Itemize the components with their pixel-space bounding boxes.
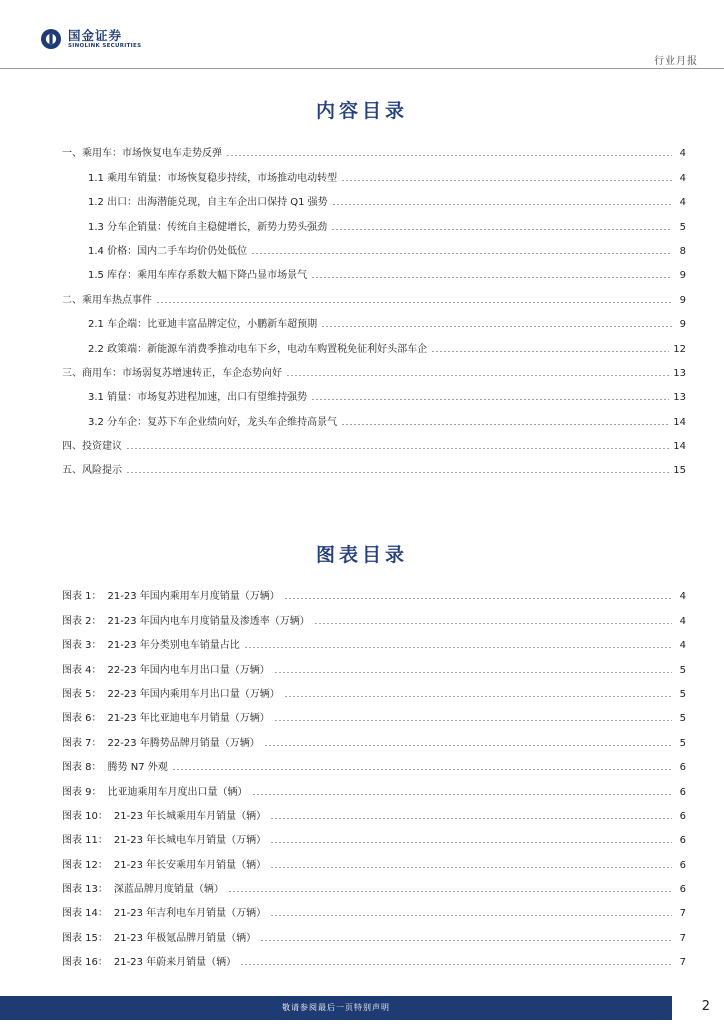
figure-entry-label: 图表 9： xyxy=(62,786,102,798)
figure-entry-title: 21-23 年国内电车月度销量及渗透率（万辆） xyxy=(107,615,310,627)
toc-entry[interactable] xyxy=(62,330,686,354)
figure-entry[interactable] xyxy=(62,627,686,651)
toc-entry[interactable] xyxy=(62,403,686,427)
dot-leader xyxy=(274,672,672,673)
figure-entry-page: 6 xyxy=(679,835,686,847)
toc-entry-title: 一、乘用车：市场恢复电车走势反弹 xyxy=(62,148,222,160)
figure-entry-text xyxy=(62,831,266,846)
figure-entry-title: 腾势 N7 外观 xyxy=(107,762,168,774)
figure-entry-text xyxy=(62,734,260,749)
figure-entry-page: 6 xyxy=(679,786,686,798)
toc-entry-title: 五、风险提示 xyxy=(62,465,122,477)
toc-list xyxy=(62,135,686,476)
figure-entry-title: 21-23 年比亚迪电车月销量（万辆） xyxy=(107,713,270,725)
dot-leader xyxy=(341,180,672,181)
dot-leader xyxy=(331,229,672,230)
toc-entry[interactable] xyxy=(62,452,686,476)
figure-entry[interactable] xyxy=(62,871,686,895)
toc-entry-title: 3.2 分车企：复苏下车企业绩向好，龙头车企维持高景气 xyxy=(88,416,338,428)
figure-entry-title: 21-23 年长安乘用车月销量（辆） xyxy=(113,859,267,871)
toc-entry-page: 4 xyxy=(679,148,686,160)
figure-entry-text xyxy=(62,953,236,968)
figures-title: 图表目录 xyxy=(315,544,408,566)
dot-leader xyxy=(264,745,672,746)
sinolink-logo-icon xyxy=(40,28,62,50)
dot-leader xyxy=(274,720,672,721)
toc-entry[interactable] xyxy=(62,257,686,281)
dot-leader xyxy=(311,277,672,278)
toc-entry[interactable] xyxy=(62,184,686,208)
toc-entry-page: 13 xyxy=(673,367,686,379)
figure-entry-title: 深蓝品牌月度销量（辆） xyxy=(113,884,224,896)
figure-list xyxy=(62,578,686,968)
toc-entry-page: 14 xyxy=(673,416,686,428)
figure-entry-label: 图表 8： xyxy=(62,762,102,774)
dot-leader xyxy=(341,424,669,425)
figure-entry-title: 21-23 年国内乘用车月度销量（万辆） xyxy=(107,591,280,603)
toc-entry-title: 2.1 车企端：比亚迪丰富品牌定位，小鹏新车超预期 xyxy=(88,319,318,331)
toc-entry[interactable] xyxy=(62,281,686,305)
toc-entry-page: 14 xyxy=(673,441,686,453)
report-type-label: 行业月报 xyxy=(654,56,698,67)
dot-leader xyxy=(431,351,669,352)
company-logo xyxy=(40,28,141,50)
figure-entry-label: 图表 15： xyxy=(62,932,108,944)
toc-entry[interactable] xyxy=(62,379,686,403)
figure-entry[interactable] xyxy=(62,651,686,675)
toc-entry-title: 1.4 价格：国内二手车均价仍处低位 xyxy=(88,245,248,257)
figure-entry-title: 21-23 年长城电车月销量（万辆） xyxy=(113,835,267,847)
dot-leader xyxy=(252,794,672,795)
figure-entry-label: 图表 2： xyxy=(62,615,102,627)
figure-entry-title: 21-23 年长城乘用车月销量（辆） xyxy=(113,810,267,822)
dot-leader xyxy=(311,399,669,400)
toc-entry-text xyxy=(62,437,122,452)
figure-entry-text xyxy=(62,783,248,798)
figure-entry-text xyxy=(62,587,280,602)
figure-entry-label: 图表 7： xyxy=(62,737,102,749)
figure-entry-title: 22-23 年腾势品牌月销量（万辆） xyxy=(107,737,260,749)
figure-entry-page: 4 xyxy=(679,591,686,603)
logo-chinese-name: 国金证券 xyxy=(68,27,123,43)
figure-entry-label: 图表 3： xyxy=(62,640,102,652)
toc-entry-page: 5 xyxy=(679,221,686,233)
figure-entry[interactable] xyxy=(62,578,686,602)
toc-entry-text xyxy=(88,169,337,184)
dot-leader xyxy=(284,598,672,599)
figure-entry-label: 图表 4： xyxy=(62,664,102,676)
figure-entry-text xyxy=(62,709,270,724)
figure-entry[interactable] xyxy=(62,944,686,968)
figure-entry-label: 图表 1： xyxy=(62,591,102,603)
toc-entry-page: 9 xyxy=(679,319,686,331)
dot-leader xyxy=(270,842,672,843)
figure-entry-text xyxy=(62,807,266,822)
figure-entry[interactable] xyxy=(62,846,686,870)
toc-entry-page: 9 xyxy=(679,270,686,282)
figure-entry-page: 4 xyxy=(679,615,686,627)
toc-entry-page: 13 xyxy=(673,392,686,404)
toc-entry-text xyxy=(88,218,327,233)
figure-entry-text xyxy=(62,685,280,700)
dot-leader xyxy=(226,155,672,156)
figure-entry-page: 7 xyxy=(679,908,686,920)
toc-entry-text xyxy=(88,340,427,355)
toc-entry-title: 二、乘用车热点事件 xyxy=(62,294,152,306)
toc-entry-text xyxy=(88,413,337,428)
toc-entry[interactable] xyxy=(62,355,686,379)
dot-leader xyxy=(270,867,672,868)
figure-entry-page: 6 xyxy=(679,810,686,822)
figure-entry-title: 21-23 年分类别电车销量占比 xyxy=(107,640,240,652)
figure-entry[interactable] xyxy=(62,895,686,919)
figure-entry-page: 7 xyxy=(679,957,686,969)
figure-entry-page: 6 xyxy=(679,859,686,871)
toc-entry-page: 4 xyxy=(679,197,686,209)
toc-entry-title: 1.2 出口：出海潜能兑现，自主车企出口保持 Q1 强势 xyxy=(88,197,328,209)
figure-entry-text xyxy=(62,636,240,651)
dot-leader xyxy=(228,891,672,892)
toc-entry[interactable] xyxy=(62,428,686,452)
figure-entry-title: 22-23 年国内乘用车月出口量（万辆） xyxy=(107,688,280,700)
dot-leader xyxy=(270,818,672,819)
dot-leader xyxy=(332,204,672,205)
footer-disclaimer: 敬请参阅最后一页特别声明 xyxy=(282,1003,390,1012)
figure-entry[interactable] xyxy=(62,749,686,773)
figure-entry-page: 5 xyxy=(679,688,686,700)
figure-entry-title: 21-23 年吉利电车月销量（万辆） xyxy=(113,908,267,920)
figure-entry[interactable] xyxy=(62,700,686,724)
toc-entry[interactable] xyxy=(62,306,686,330)
page-number: 2 xyxy=(701,999,710,1014)
toc-entry[interactable] xyxy=(62,233,686,257)
toc-entry-page: 4 xyxy=(679,172,686,184)
figure-entry-page: 6 xyxy=(679,762,686,774)
figure-entry-title: 22-23 年国内电车月出口量（万辆） xyxy=(107,664,270,676)
dot-leader xyxy=(260,940,672,941)
page-header xyxy=(0,0,724,70)
dot-leader xyxy=(126,472,669,473)
toc-entry-title: 1.3 分车企销量：传统自主稳健增长，新势力势头强劲 xyxy=(88,221,328,233)
figure-entry-text xyxy=(62,904,266,919)
toc-entry-text xyxy=(88,388,307,403)
toc-entry-text xyxy=(88,315,317,330)
dot-leader xyxy=(240,964,672,965)
figure-entry-text xyxy=(62,612,310,627)
figure-entry-text xyxy=(62,880,224,895)
figure-entry-title: 21-23 年极氪品牌月销量（辆） xyxy=(113,932,257,944)
dot-leader xyxy=(126,448,669,449)
figure-entry-label: 图表 10： xyxy=(62,810,108,822)
figure-entry-title: 比亚迪乘用车月度出口量（辆） xyxy=(107,786,248,798)
header-divider xyxy=(0,68,724,69)
figure-entry-page: 6 xyxy=(679,884,686,896)
toc-entry-text xyxy=(88,193,328,208)
figure-entry[interactable] xyxy=(62,676,686,700)
toc-title: 内容目录 xyxy=(315,100,408,122)
dot-leader xyxy=(270,915,672,916)
toc-entry-text xyxy=(62,144,222,159)
figure-entry-label: 图表 16： xyxy=(62,957,108,969)
toc-entry-text xyxy=(88,266,307,281)
figure-entry[interactable] xyxy=(62,798,686,822)
figure-entry-page: 5 xyxy=(679,713,686,725)
toc-entry-text xyxy=(88,242,247,257)
toc-entry-title: 三、商用车：市场弱复苏增速转正，车企态势向好 xyxy=(62,367,282,379)
figure-entry-label: 图表 12： xyxy=(62,859,108,871)
toc-entry-page: 9 xyxy=(679,294,686,306)
dot-leader xyxy=(244,647,672,648)
dot-leader xyxy=(286,375,669,376)
dot-leader xyxy=(156,302,672,303)
dot-leader xyxy=(172,769,672,770)
toc-entry-page: 12 xyxy=(673,343,686,355)
toc-entry-title: 1.1 乘用车销量：市场恢复稳步持续，市场推动电动转型 xyxy=(88,172,338,184)
toc-entry-title: 四、投资建议 xyxy=(62,441,122,453)
toc-entry-page: 15 xyxy=(673,465,686,477)
toc-entry[interactable] xyxy=(62,159,686,183)
toc-entry-title: 2.2 政策端：新能源车消费季推动电车下乡，电动车购置税免征利好头部车企 xyxy=(88,343,428,355)
figure-entry-page: 4 xyxy=(679,640,686,652)
figure-entry-title: 21-23 年蔚来月销量（辆） xyxy=(113,957,237,969)
figure-entry-label: 图表 11： xyxy=(62,835,108,847)
figure-entry-page: 7 xyxy=(679,932,686,944)
dot-leader xyxy=(284,696,672,697)
figure-entry-label: 图表 6： xyxy=(62,713,102,725)
figure-entry-page: 5 xyxy=(679,737,686,749)
dot-leader xyxy=(321,326,672,327)
figure-entry[interactable] xyxy=(62,602,686,626)
figure-entry-label: 图表 5： xyxy=(62,688,102,700)
toc-entry[interactable] xyxy=(62,208,686,232)
figure-entry-page: 5 xyxy=(679,664,686,676)
dot-leader xyxy=(314,623,672,624)
logo-english-name: SINOLINK SECURITIES xyxy=(68,42,142,49)
toc-entry-text xyxy=(62,461,122,476)
figure-entry-label: 图表 14： xyxy=(62,908,108,920)
figure-entry[interactable] xyxy=(62,773,686,797)
figure-entry-label: 图表 13： xyxy=(62,884,108,896)
toc-entry-title: 3.1 销量：市场复苏进程加速，出口有望维持强势 xyxy=(88,392,308,404)
page-footer xyxy=(0,996,724,1024)
figure-entry[interactable] xyxy=(62,919,686,943)
figure-entry-text xyxy=(62,929,256,944)
figure-entry[interactable] xyxy=(62,724,686,748)
figure-entry-text xyxy=(62,661,270,676)
toc-entry-text xyxy=(62,364,282,379)
toc-entry-page: 8 xyxy=(679,245,686,257)
toc-entry[interactable] xyxy=(62,135,686,159)
dot-leader xyxy=(251,253,672,254)
toc-entry-title: 1.5 库存：乘用车库存系数大幅下降凸显市场景气 xyxy=(88,270,308,282)
toc-entry-text xyxy=(62,291,152,306)
figure-entry-text xyxy=(62,856,266,871)
figure-entry-text xyxy=(62,758,168,773)
figure-entry[interactable] xyxy=(62,822,686,846)
